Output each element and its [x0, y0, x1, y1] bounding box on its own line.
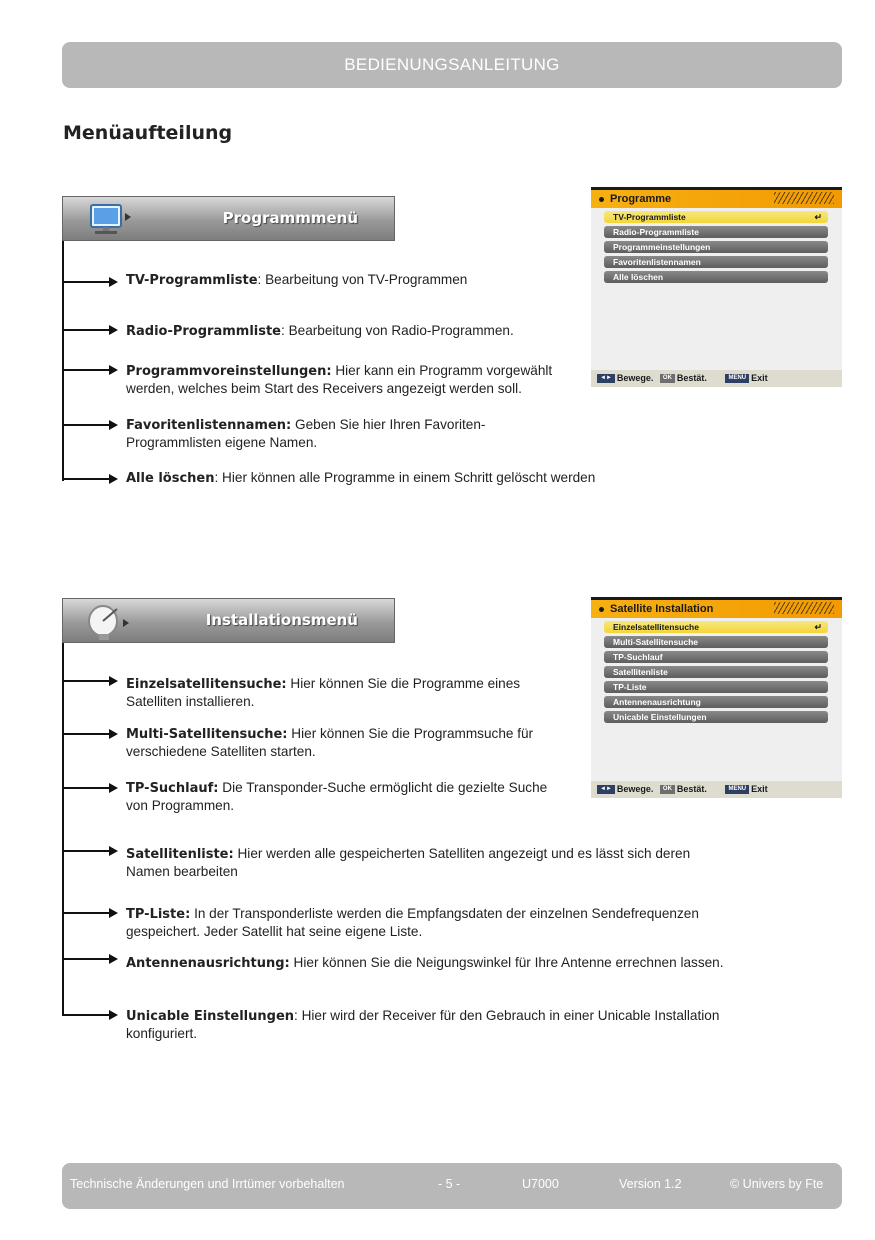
footer-ok: Bestät. [676, 784, 707, 794]
list-item [126, 845, 690, 880]
item-term: Programmvoreinstellungen: [126, 364, 332, 379]
list-item [126, 675, 520, 710]
bullet-icon [599, 607, 604, 612]
screen-footer [591, 781, 842, 798]
programm-menu-banner [62, 196, 395, 241]
screen-row [604, 696, 828, 708]
screen-row-label: Einzelsatellitensuche [613, 622, 699, 632]
item-text: Hier kann ein Programm vorgewählt [335, 363, 553, 378]
programm-tree-line [62, 241, 64, 481]
arrow [62, 733, 110, 735]
screen-row [604, 621, 828, 633]
footer-page-number: - 5 - [438, 1177, 461, 1191]
arrows-key-icon: ◄► [597, 785, 615, 794]
list-item [126, 271, 467, 289]
screen-row [604, 651, 828, 663]
item-text-line2: von Programmen. [126, 798, 235, 813]
satellite-installation-screenshot [591, 597, 842, 798]
item-text-line2: Satelliten installieren. [126, 694, 255, 709]
list-item [126, 954, 724, 972]
stripes-decoration [774, 192, 834, 204]
screen-row [604, 241, 828, 253]
arrow [62, 424, 110, 426]
bullet-icon [599, 197, 604, 202]
tv-icon [81, 201, 133, 237]
menu-key-icon: MENU [725, 374, 749, 383]
screen-row-label: Antennenausrichtung [613, 697, 701, 707]
footer-exit: Exit [751, 373, 768, 383]
screen-row [604, 256, 828, 268]
screen-footer [591, 370, 842, 387]
screen-title-bar [591, 190, 842, 208]
installation-banner-label: Installationsmenü [205, 611, 358, 629]
screen-row-label: Radio-Programmliste [613, 227, 699, 237]
installation-menu-banner [62, 598, 395, 643]
screen-row-label: Unicable Einstellungen [613, 712, 707, 722]
screen-row [604, 211, 828, 223]
screen-row [604, 666, 828, 678]
item-text: Hier können alle Programme in einem Schritt gelöscht werden [222, 470, 596, 485]
footer-move: Bewege. [616, 373, 654, 383]
item-text-line2: konfiguriert. [126, 1026, 198, 1041]
screen-row [604, 681, 828, 693]
screen-row-label: Satellitenliste [613, 667, 668, 677]
menu-key-icon: MENU [725, 785, 749, 794]
screen-row-label: TV-Programmliste [613, 212, 686, 222]
programm-banner-label: Programmmenü [222, 209, 358, 227]
screen-title: Programme [610, 193, 672, 205]
arrow [62, 787, 110, 789]
screen-row [604, 271, 828, 283]
item-term: TP-Suchlauf: [126, 781, 219, 796]
item-text: Hier werden alle gespeicherten Satelliten angezeigt und es lässt sich deren [237, 846, 691, 861]
arrow [62, 281, 110, 283]
item-term: Alle löschen [126, 471, 215, 486]
list-item [126, 362, 552, 397]
item-term: Favoritenlistennamen: [126, 418, 292, 433]
screen-title: Satellite Installation [610, 603, 714, 615]
arrows-key-icon: ◄► [597, 374, 615, 383]
footer-ok: Bestät. [676, 373, 707, 383]
footer-disclaimer: Technische Änderungen und Irrtümer vorbehalten [70, 1177, 345, 1191]
item-term: Multi-Satellitensuche: [126, 727, 288, 742]
installation-tree-line [62, 643, 64, 1016]
item-text: Geben Sie hier Ihren Favoriten- [295, 417, 486, 432]
item-text: Hier können Sie die Neigungswinkel für Ihre Antenne errechnen lassen. [293, 955, 724, 970]
ok-key-icon: OK [660, 785, 675, 794]
list-item [126, 905, 699, 940]
item-text-line2: werden, welches beim Start des Receivers angezeigt werden soll. [126, 381, 522, 396]
list-item [126, 322, 514, 340]
screen-row [604, 636, 828, 648]
item-term: Unicable Einstellungen [126, 1009, 295, 1024]
footer-exit: Exit [751, 784, 768, 794]
item-sep: : [294, 1008, 302, 1023]
screen-row-label: TP-Suchlauf [613, 652, 663, 662]
list-item [126, 469, 595, 487]
screen-row-label: Programmeinstellungen [613, 242, 711, 252]
header-bar [62, 42, 842, 88]
arrow [62, 680, 110, 682]
item-text-line2: Programmlisten eigene Namen. [126, 435, 318, 450]
list-item [126, 779, 547, 814]
item-text: Hier wird der Receiver für den Gebrauch in einer Unicable Installation [301, 1008, 720, 1023]
item-sep: : [257, 272, 266, 287]
item-term: TP-Liste: [126, 907, 191, 922]
item-text: In der Transponderliste werden die Empfangsdaten der einzelnen Sendefrequenzen [194, 906, 699, 921]
item-text-line2: Namen bearbeiten [126, 864, 238, 879]
footer-bar [62, 1163, 842, 1209]
list-item [126, 1007, 719, 1042]
item-term: Antennenausrichtung: [126, 956, 290, 971]
list-item [126, 416, 485, 451]
item-text-line2: verschiedene Satelliten starten. [126, 744, 316, 759]
enter-icon: ↵ [814, 622, 822, 632]
footer-copyright: © Univers by Fte [730, 1177, 824, 1191]
satellite-dish-icon [81, 603, 133, 643]
item-text-line2: gespeichert. Jeder Satellit hat seine eigene Liste. [126, 924, 423, 939]
screen-row-label: Multi-Satellitensuche [613, 637, 699, 647]
arrow [62, 850, 110, 852]
item-term: Satellitenliste: [126, 847, 234, 862]
arrow [62, 958, 110, 960]
item-text: Die Transponder-Suche ermöglicht die gezielte Suche [222, 780, 548, 795]
item-text: Hier können Sie die Programmsuche für [291, 726, 534, 741]
arrow [62, 478, 110, 480]
arrow [62, 329, 110, 331]
arrow [62, 1014, 110, 1016]
item-term: Einzelsatellitensuche: [126, 677, 287, 692]
footer-model: U7000 [522, 1177, 559, 1191]
screen-row-label: TP-Liste [613, 682, 647, 692]
list-item [126, 725, 533, 760]
item-text: Hier können Sie die Programme eines [290, 676, 521, 691]
item-term: TV-Programmliste [126, 273, 258, 288]
item-sep: : [214, 470, 223, 485]
item-text: Bearbeitung von TV-Programmen [265, 272, 468, 287]
footer-version: Version 1.2 [619, 1177, 682, 1191]
arrow [62, 912, 110, 914]
screen-row [604, 226, 828, 238]
item-sep: : [281, 323, 289, 338]
arrow [62, 369, 110, 371]
section-title: Menüaufteilung [63, 122, 233, 144]
footer-move: Bewege. [616, 784, 654, 794]
ok-key-icon: OK [660, 374, 675, 383]
stripes-decoration [774, 602, 834, 614]
programme-screenshot [591, 187, 842, 387]
screen-row [604, 711, 828, 723]
item-term: Radio-Programmliste [126, 324, 282, 339]
screen-title-bar [591, 600, 842, 618]
enter-icon: ↵ [814, 212, 822, 222]
screen-row-label: Favoritenlistennamen [613, 257, 701, 267]
item-text: Bearbeitung von Radio-Programmen. [288, 323, 514, 338]
header-title: BEDIENUNGSANLEITUNG [344, 55, 560, 74]
screen-row-label: Alle löschen [613, 272, 664, 282]
